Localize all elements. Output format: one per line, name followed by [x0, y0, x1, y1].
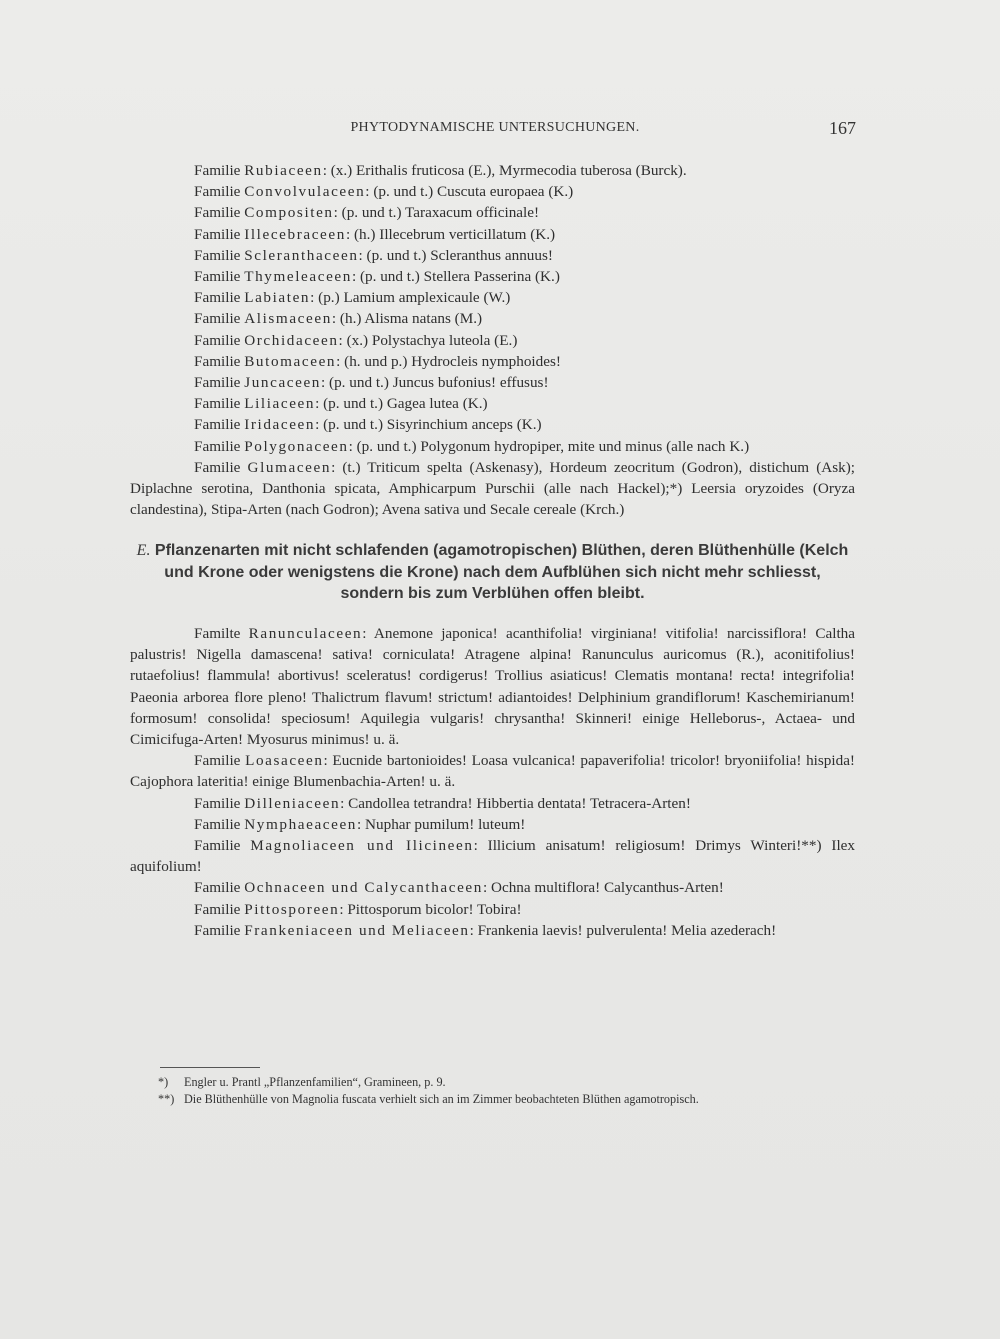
family-entry: Familte Ranunculaceen: Anemone japonica! acanthifolia! virginiana! vitifolia! narcissiflora! Caltha palustris! Nigella damascena! sativa! corniculata! Atragene alpina! Ranunculus auricomus (R.), aconitifolius! rutaefolius! flammula! abortivus! sceleratus! cordigerus! Trollius asiaticus! Clematis montana! recta! integrifolia! Paeonia arborea flore pleno! Thalictrum flavum! strictum! adiantoides! Delphinium grandiflorum! Kaschemirianum! formosum! consolida! speciosum! Aquilegia vulgaris! chrysantha! Skinneri! einige Helleborus-, Actaea- und Cimicifuga-Arten! Myosurus minimus! u. ä.: [130, 624, 855, 748]
page-header: [130, 118, 860, 142]
family-entry: Familie Compositen: (p. und t.) Taraxacum officinale!: [194, 204, 540, 222]
footnote-divider: [160, 1067, 260, 1068]
running-title: PHYTODYNAMISCHE UNTERSUCHUNGEN.: [350, 120, 640, 135]
footnote: [130, 1091, 855, 1108]
family-name: Alismaceen: [244, 310, 332, 328]
family-name: Glumaceen: [247, 458, 332, 476]
family-entry: Familie Nymphaeaceen: Nuphar pumilum! luteum!: [194, 815, 526, 833]
family-name: Polygonaceen: [244, 437, 349, 455]
family-entry: Familie Scleranthaceen: (p. und t.) Scleranthus annuus!: [194, 246, 553, 264]
family-name: Loasaceen: [245, 752, 324, 770]
family-entry: Familie Orchidaceen: (x.) Polystachya luteola (E.): [194, 331, 518, 349]
family-name: Pittosporeen: [244, 900, 340, 918]
family-list-a: [130, 160, 855, 520]
family-entry: Familie Rubiaceen: (x.) Erithalis fruticosa (E.), Myrmecodia tuberosa (Burck).: [194, 162, 687, 179]
family-name: Ranunculaceen: [248, 624, 363, 642]
main-text: [130, 160, 855, 941]
family-name: Iridaceen: [244, 416, 316, 434]
family-entry: Familie Convolvulaceen: (p. und t.) Cuscuta europaea (K.): [194, 183, 574, 201]
family-entry: Familie Liliaceen: (p. und t.) Gagea lutea (K.): [194, 395, 488, 413]
footnotes: [130, 1074, 855, 1108]
family-entry: Familie Labiaten: (p.) Lamium amplexicaule (W.): [194, 289, 511, 307]
family-entry: Familie Ochnaceen und Calycanthaceen: Ochna multiflora! Calycanthus-Arten!: [194, 879, 724, 897]
family-entry: Familie Iridaceen: (p. und t.) Sisyrinchium anceps (K.): [194, 416, 542, 434]
family-name: Compositen: [244, 204, 334, 222]
family-name: Dilleniaceen: [244, 794, 341, 812]
family-entry: Familie Illecebraceen: (h.) Illecebrum verticillatum (K.): [194, 225, 556, 243]
family-entry: Familie Butomaceen: (h. und p.) Hydrocleis nymphoides!: [194, 352, 561, 370]
family-name: Butomaceen: [244, 352, 337, 370]
family-name: Magnoliaceen und Ilicineen: [250, 836, 474, 854]
family-name: Convolvulaceen: [244, 183, 366, 201]
family-entry: Familie Dilleniaceen: Candollea tetrandra! Hibbertia dentata! Tetracera-Arten!: [194, 794, 691, 812]
family-entry: Familie Polygonaceen: (p. und t.) Polygonum hydropiper, mite und minus (alle nach K.): [194, 437, 750, 455]
footnote-text: Engler u. Prantl „Pflanzenfamilien“, Gramineen, p. 9.: [184, 1075, 446, 1089]
section-heading-text: Pflanzenarten mit nicht schlafenden (agamotropischen) Blüthen, deren Blüthenhülle (Kelch und Krone oder wenigstens die Krone) nach dem Aufblühen sich nicht mehr schliesst, sondern bis zum Verblühen offen bleibt.: [154, 542, 849, 603]
footnote-mark: **): [158, 1092, 175, 1106]
family-entry: Familie Thymeleaceen: (p. und t.) Stellera Passerina (K.): [194, 268, 560, 286]
family-name: Illecebraceen: [244, 225, 346, 243]
family-name: Rubiaceen: [244, 162, 323, 179]
family-name: Liliaceen: [244, 395, 316, 413]
footnote: [130, 1074, 855, 1091]
section-letter: E.: [136, 542, 151, 560]
family-entry: Familie Loasaceen: Eucnide bartonioides! Loasa vulcanica! papaverifolia! tricolor! bryoniifolia! hispida! Cajophora lateritia! einige Blumenbachia-Arten! u. ä.: [130, 752, 855, 791]
family-entry: Familie Glumaceen: (t.) Triticum spelta (Askenasy), Hordeum zeocritum (Godron), distichum (Ask); Diplachne serotina, Danthonia spicata, Amphicarpum Purschii (alle nach Hackel);*) Leersia oryzoides (Oryza clandestina), Stipa-Arten (nach Godron); Avena sativa und Secale cereale (Krch.): [130, 458, 855, 519]
family-entry: Familie Pittosporeen: Pittosporum bicolor! Tobira!: [194, 900, 522, 918]
family-name: Frankeniaceen und Meliaceen: [244, 921, 470, 939]
family-name: Orchidaceen: [244, 331, 339, 349]
family-entry: Familie Juncaceen: (p. und t.) Juncus bufonius! effusus!: [194, 374, 549, 392]
family-entry: Familie Magnoliaceen und Ilicineen: Illicium anisatum! religiosum! Drimys Winteri!**) Ilex aquifolium!: [130, 836, 855, 876]
family-name: Scleranthaceen: [244, 246, 359, 264]
family-name: Nymphaeaceen: [244, 815, 358, 833]
family-name: Thymeleaceen: [244, 268, 352, 286]
family-name: Labiaten: [244, 289, 311, 307]
section-heading: [130, 540, 855, 605]
family-entry: Familie Alismaceen: (h.) Alisma natans (M.): [194, 310, 483, 328]
family-list-b: [130, 623, 855, 941]
family-name: Juncaceen: [244, 374, 321, 392]
footnote-mark: *): [158, 1075, 169, 1089]
page-number: 167: [829, 118, 856, 138]
family-entry: Familie Frankeniaceen und Meliaceen: Frankenia laevis! pulverulenta! Melia azederach!: [194, 921, 777, 939]
family-name: Ochnaceen und Calycanthaceen: [244, 879, 483, 897]
footnote-text: Die Blüthenhülle von Magnolia fuscata verhielt sich an im Zimmer beobachteten Blüthen agamotropisch.: [184, 1092, 699, 1106]
